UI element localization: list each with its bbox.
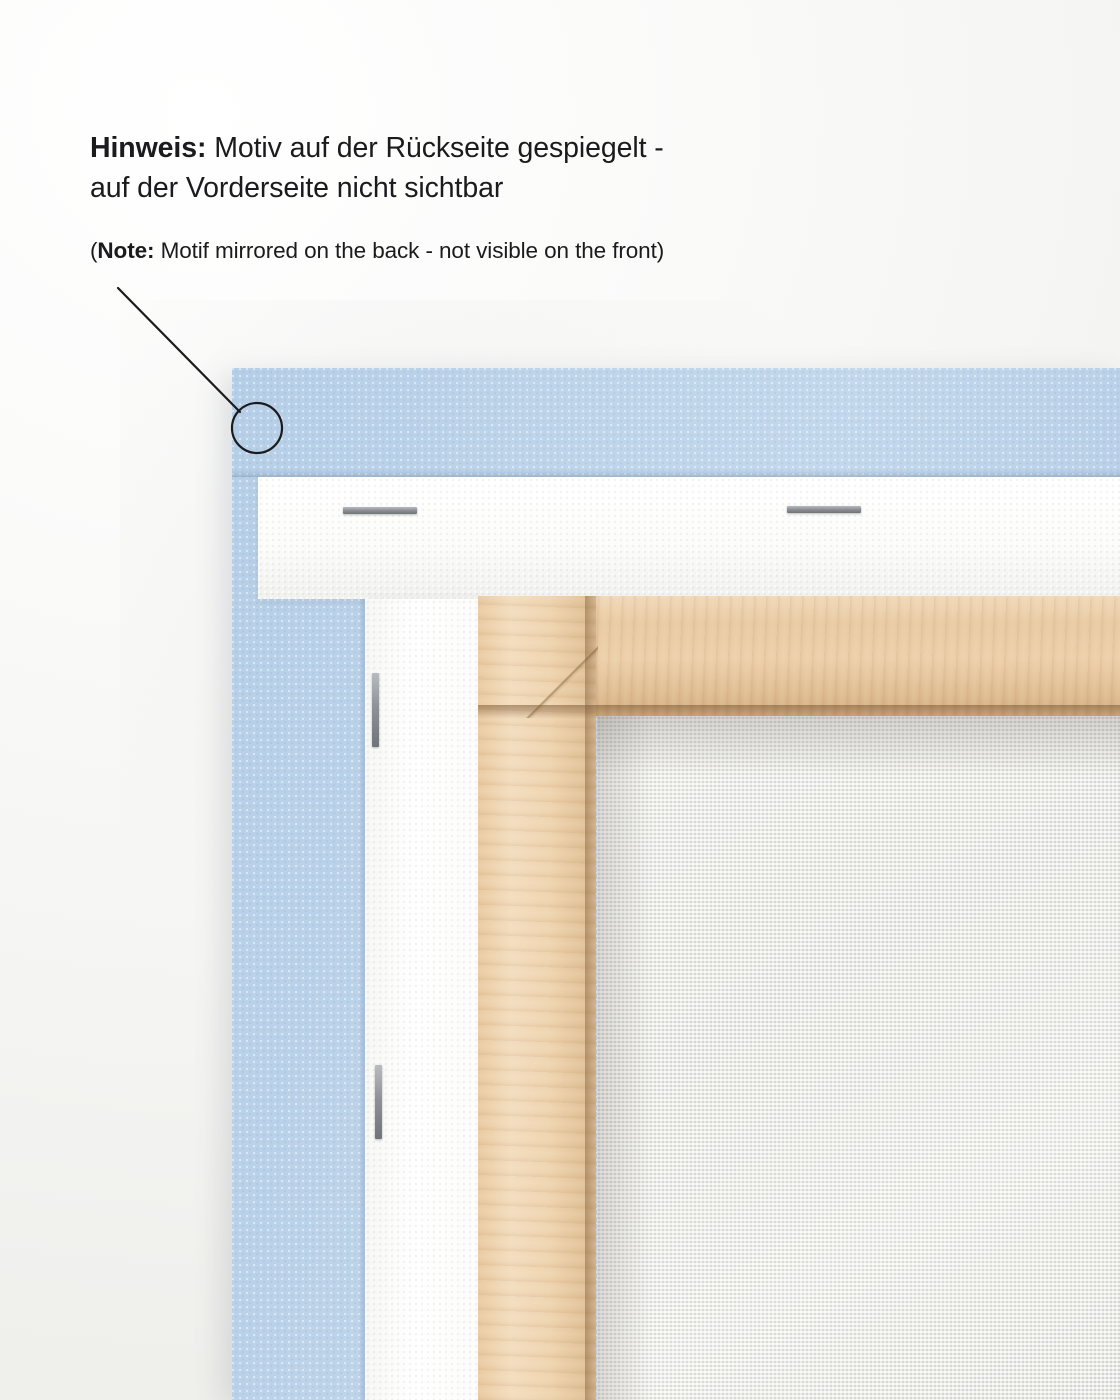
annotation-english-paren: (: [90, 237, 98, 263]
staple-icon: [372, 673, 379, 747]
annotation-german: [90, 128, 920, 209]
canvas-back-flap-top: [258, 477, 1120, 599]
canvas-back-flap-left: [365, 599, 481, 1400]
annotation-german-label: Hinweis:: [90, 132, 207, 164]
canvas-weave-texture-top-flap: [258, 477, 1120, 599]
annotation-english-text: Motif mirrored on the back - not visible on the front): [160, 237, 665, 263]
staple-icon: [343, 507, 417, 514]
annotation-english-label: Note:: [97, 237, 155, 263]
staple-icon: [375, 1065, 382, 1139]
annotation-text-block: [90, 128, 920, 266]
annotation-english: [90, 235, 920, 267]
staple-icon: [787, 506, 861, 513]
canvas-fold-seam-top: [232, 470, 1120, 477]
canvas-weave-texture-left-flap: [365, 599, 481, 1400]
annotation-german-line2: auf der Vorderseite nicht sichtbar: [90, 172, 504, 205]
canvas-back-surface: [597, 716, 1120, 1400]
canvas-weave-texture-inner: [597, 716, 1120, 1400]
annotation-german-line1: Motiv auf der Rückseite gespiegelt -: [214, 132, 664, 164]
